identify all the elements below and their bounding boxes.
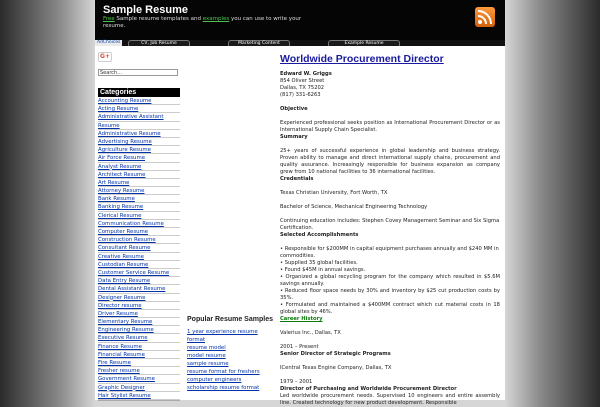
resume-city: Dallas, TX 75202	[280, 85, 325, 91]
resume-name: Edward W. Griggs	[280, 71, 332, 77]
rss-feed-icon[interactable]	[475, 7, 495, 27]
category-link[interactable]: Engineering Resume	[98, 326, 180, 334]
resume-street: 854 Oliver Street	[280, 78, 325, 84]
category-link[interactable]: Fire Resume	[98, 359, 180, 367]
category-link[interactable]: Administrative Assistant	[98, 113, 180, 121]
nav-tab-example-resume[interactable]: Example Resume	[328, 40, 400, 46]
left-sidebar	[98, 52, 180, 401]
categories-heading: Categories	[98, 88, 180, 97]
category-link[interactable]: Custodian Resume	[98, 261, 180, 269]
popular-list	[187, 328, 273, 392]
role-2-description: Led worldwide procurement needs. Supervised 10 engineers and entire assembly line. Created technology for new product development. Responsible	[280, 393, 500, 406]
category-link[interactable]: Construction Resume	[98, 236, 180, 244]
credentials-heading: Credentials	[280, 176, 314, 182]
tagline-examples-link[interactable]: examples	[202, 16, 230, 22]
credential-university: Texas Christian University, Fort Worth, TX	[280, 190, 388, 196]
popular-title: Popular Resume Samples	[187, 316, 273, 323]
category-link[interactable]: Administrative Resume	[98, 130, 180, 138]
nav-tab-cv-job-resume[interactable]: CV, Job Resume	[128, 40, 190, 46]
google-plus-button[interactable]: G+	[98, 52, 112, 62]
category-link[interactable]: Art Resume	[98, 179, 180, 187]
objective-heading: Objective	[280, 106, 308, 112]
summary-text: 25+ years of successful experience in global leadership and business strategy. Proven ability to manage and direct international supply chains, procurement and quality assurance. Increasingly responsible for business expansion as company grew from 10 national facilities to 36 international facilities.	[280, 148, 500, 175]
category-link[interactable]: Director resume	[98, 302, 180, 310]
accomplishment-item: • Supplied 35 global facilities.	[280, 260, 358, 266]
accomplishment-item: • Found $45M in annual savings.	[280, 267, 366, 273]
category-link[interactable]: Executive Resume	[98, 334, 180, 342]
company-1: Valerius Inc., Dallas, TX	[280, 330, 341, 336]
popular-link[interactable]: 1 year experience resume	[187, 329, 258, 335]
accomplishment-item: • Reduced floor space needs by 30% and inventory by $25 cut production costs by 35%.	[280, 288, 500, 301]
category-link[interactable]: Financial Resume	[98, 351, 180, 359]
category-link[interactable]: Designer Resume	[98, 294, 180, 302]
category-link[interactable]: Architect Resume	[98, 171, 180, 179]
resume-phone: (817) 331-6263	[280, 92, 321, 98]
accomplishment-item: • Responsible for $200MM in capital equipment purchases annually and $240 MM in commodities.	[280, 246, 499, 259]
article-content	[280, 53, 500, 407]
category-link[interactable]: Attorney Resume	[98, 187, 180, 195]
dates-2: 1979 – 2001	[280, 379, 313, 385]
category-link[interactable]: Elementary Resume	[98, 318, 180, 326]
popular-link[interactable]: scholarship resume format	[187, 385, 260, 391]
category-link[interactable]: Acting Resume	[98, 105, 180, 113]
category-link[interactable]: Consultant Resume	[98, 244, 180, 252]
popular-resume-samples	[187, 316, 273, 392]
career-history-link[interactable]: Career History	[280, 316, 323, 322]
popular-link[interactable]: computer engineers	[187, 377, 242, 383]
nav-bar	[95, 40, 505, 46]
accomplishments-heading: Selected Accomplishments	[280, 232, 359, 238]
category-link[interactable]: Analyst Resume	[98, 163, 180, 171]
category-link[interactable]: Bank Resume	[98, 195, 180, 203]
popular-link[interactable]: resume model	[187, 345, 226, 351]
search-input[interactable]	[98, 69, 178, 76]
category-link[interactable]: Fresher resume	[98, 367, 180, 375]
category-link[interactable]: Accounting Resume	[98, 97, 180, 105]
category-link[interactable]: Data Entry Resume	[98, 277, 180, 285]
site-header	[95, 0, 505, 40]
role-1: Senior Director of Strategic Programs	[280, 351, 391, 357]
category-link[interactable]: Clerical Resume	[98, 212, 180, 220]
category-link[interactable]: Banking Resume	[98, 203, 180, 211]
category-link[interactable]: Dental Assistant Resume	[98, 285, 180, 293]
category-link[interactable]: Agriculture Resume	[98, 146, 180, 154]
accomplishment-item: • Formulated and maintained a $400MM contract which cut material costs in 18 global sites by 46%.	[280, 302, 500, 315]
category-link[interactable]: Government Resume	[98, 375, 180, 383]
category-link[interactable]: Hair Stylist Resume	[98, 392, 180, 400]
category-link[interactable]: Resume	[98, 122, 180, 130]
company-2: ICentral Texas Engine Company, Dallas, TX	[280, 365, 392, 371]
site-tagline	[103, 16, 323, 30]
category-link[interactable]: Finance Resume	[98, 343, 180, 351]
site-title[interactable]: Sample Resume	[103, 4, 188, 16]
tagline-text-end: you can use to write your resume.	[103, 16, 302, 29]
dates-1: 2001 – Present	[280, 344, 319, 350]
popular-link[interactable]: model resume	[187, 353, 226, 359]
role-2: Director of Purchasing and Worldwide Procurement Director	[280, 386, 457, 392]
category-link[interactable]: Air Force Resume	[98, 154, 180, 162]
page-container	[95, 0, 505, 406]
category-link[interactable]: Communication Resume	[98, 220, 180, 228]
category-link[interactable]: Advertising Resume	[98, 138, 180, 146]
popular-link[interactable]: resume format for freshers	[187, 369, 260, 375]
adchoices-link[interactable]: AdChoices	[97, 40, 121, 45]
tagline-text: Sample resume templates and	[114, 16, 203, 22]
accomplishment-item: • Organized a global recycling program for the company which resulted in $5.6M savings annually.	[280, 274, 500, 287]
category-link[interactable]: Creative Resume	[98, 253, 180, 261]
category-link[interactable]: Graphic Designer	[98, 384, 180, 392]
tagline-free-link[interactable]: Free	[103, 16, 115, 22]
category-link[interactable]: Customer Service Resume	[98, 269, 180, 277]
category-link[interactable]: Driver Resume	[98, 310, 180, 318]
nav-tab-marketing-content[interactable]: Marketing Content	[228, 40, 290, 46]
credential-degree: Bachelor of Science, Mechanical Engineering Technology	[280, 204, 428, 210]
objective-text: Experienced professional seeks position as International Procurement Director or as International Supply Chain Specialist.	[280, 120, 500, 133]
summary-heading: Summary	[280, 134, 308, 140]
popular-link[interactable]: sample resume	[187, 361, 229, 367]
popular-link[interactable]: format	[187, 337, 205, 343]
article-title[interactable]: Worldwide Procurement Director	[280, 53, 444, 65]
categories-list	[98, 97, 180, 401]
credential-continuing: Continuing education includes: Stephen Covey Management Seminar and Six Sigma Certification.	[280, 218, 500, 231]
category-link[interactable]: Computer Resume	[98, 228, 180, 236]
